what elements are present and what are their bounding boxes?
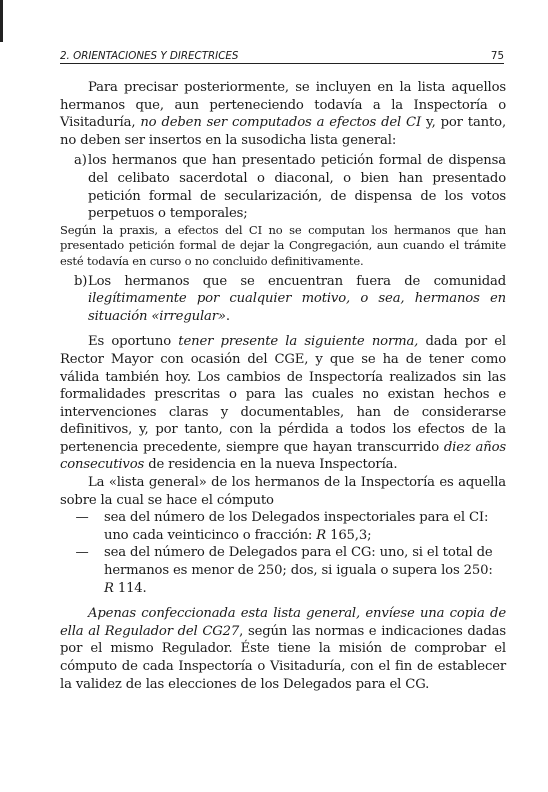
paragraph-intro	[60, 79, 506, 149]
emphasis-text: ilegítimamente por cualquier motivo, o sea, hermanos en situación «irregular»	[88, 291, 506, 324]
chapter-title: 2. ORIENTACIONES Y DIRECTRICES	[60, 50, 239, 62]
text-run: dada por el Rector Mayor con ocasión del CGE, y que se ha de tener como válida también hoy. Los cambios de Inspectoría realizados sin las formalidades prescritas o para las cuales no existan hechos e intervenciones claras y documentables, han de considerarse definitivos, y, por tanto, con la pérdida a todos los efectos de la pertenencia precedente, siempre que hayan transcurrido	[60, 334, 506, 455]
dash-label: —	[75, 545, 89, 561]
paragraph-regulador	[60, 605, 506, 693]
dash-label: —	[75, 510, 89, 526]
emphasis-text: no deben ser computados a efectos del CI	[140, 115, 422, 131]
paragraph-lista-general: La «lista general» de los hermanos de la Inspectoría es aquella sobre la cual se hace el cómputo	[60, 475, 506, 508]
text-run: Para precisar posteriormente, se incluyen en la lista aquellos hermanos que, aun perteneciendo todavía a la Inspectoría o Visitaduría,	[60, 80, 506, 131]
list-item-b	[60, 273, 506, 326]
text-run: Los hermanos que se encuentran fuera de comunidad	[88, 273, 506, 289]
text-run: 114.	[113, 580, 147, 596]
text-run: , según las normas e indicaciones dadas por el mismo Regulador. Éste tiene la misión de comprobar el cómputo de cada Inspectoría o Visitaduría, con el fin de establecer la validez de las elecciones de los Delegados para el CG.	[60, 623, 507, 692]
emphasis-text: tener presente la siguiente norma,	[178, 334, 419, 350]
text-run: sea del número de los Delegados inspectoriales para el CI: uno cada veinticinco o fracción:	[104, 510, 489, 543]
list-text: los hermanos que han presentado petición formal de dispensa del celibato sacerdotal o diaconal, o bien han presentado petición formal de secularización, de dispensa de los votos perpetuos o temporales;	[88, 153, 506, 222]
running-header	[60, 50, 504, 64]
list-item-a	[60, 152, 506, 222]
list-text	[88, 273, 506, 326]
text-run: .	[225, 308, 230, 324]
text-run: y, por tanto, no deben ser insertos en la susodicha lista general:	[60, 115, 506, 148]
note-praxis: Según la praxis, a efectos del CI no se computan los hermanos que han presentado petición formal de dejar la Congregación, aun cuando el trámite esté todavía en curso o no concluido definitivamente.	[60, 222, 506, 268]
page-number: 75	[490, 50, 504, 62]
text-run: 165,3;	[326, 527, 372, 543]
emphasis-text: diez años consecutivos	[60, 439, 506, 473]
reference-letter: R	[316, 527, 327, 543]
paragraph-norma	[60, 333, 506, 474]
dash-text	[104, 544, 506, 597]
text-run: Es oportuno	[88, 334, 179, 350]
text-run: sea del número de Delegados para el CG: uno, si el total de hermanos es menor de 250; dos, si iguala o supera los 250:	[104, 545, 493, 579]
dash-item-cg	[60, 544, 506, 597]
list-label: b)	[74, 273, 88, 289]
list-label: a)	[74, 153, 87, 169]
page-edge-rule	[0, 0, 3, 42]
text-run: de residencia en la nueva Inspectoría.	[144, 457, 398, 473]
emphasis-text: Apenas confeccionada esta lista general, envíese una copia de ella al Regulador del CG27	[60, 606, 506, 639]
dash-text	[104, 509, 506, 544]
page-body	[60, 79, 506, 693]
dash-item-ci	[60, 509, 506, 544]
reference-letter: R	[104, 580, 114, 596]
